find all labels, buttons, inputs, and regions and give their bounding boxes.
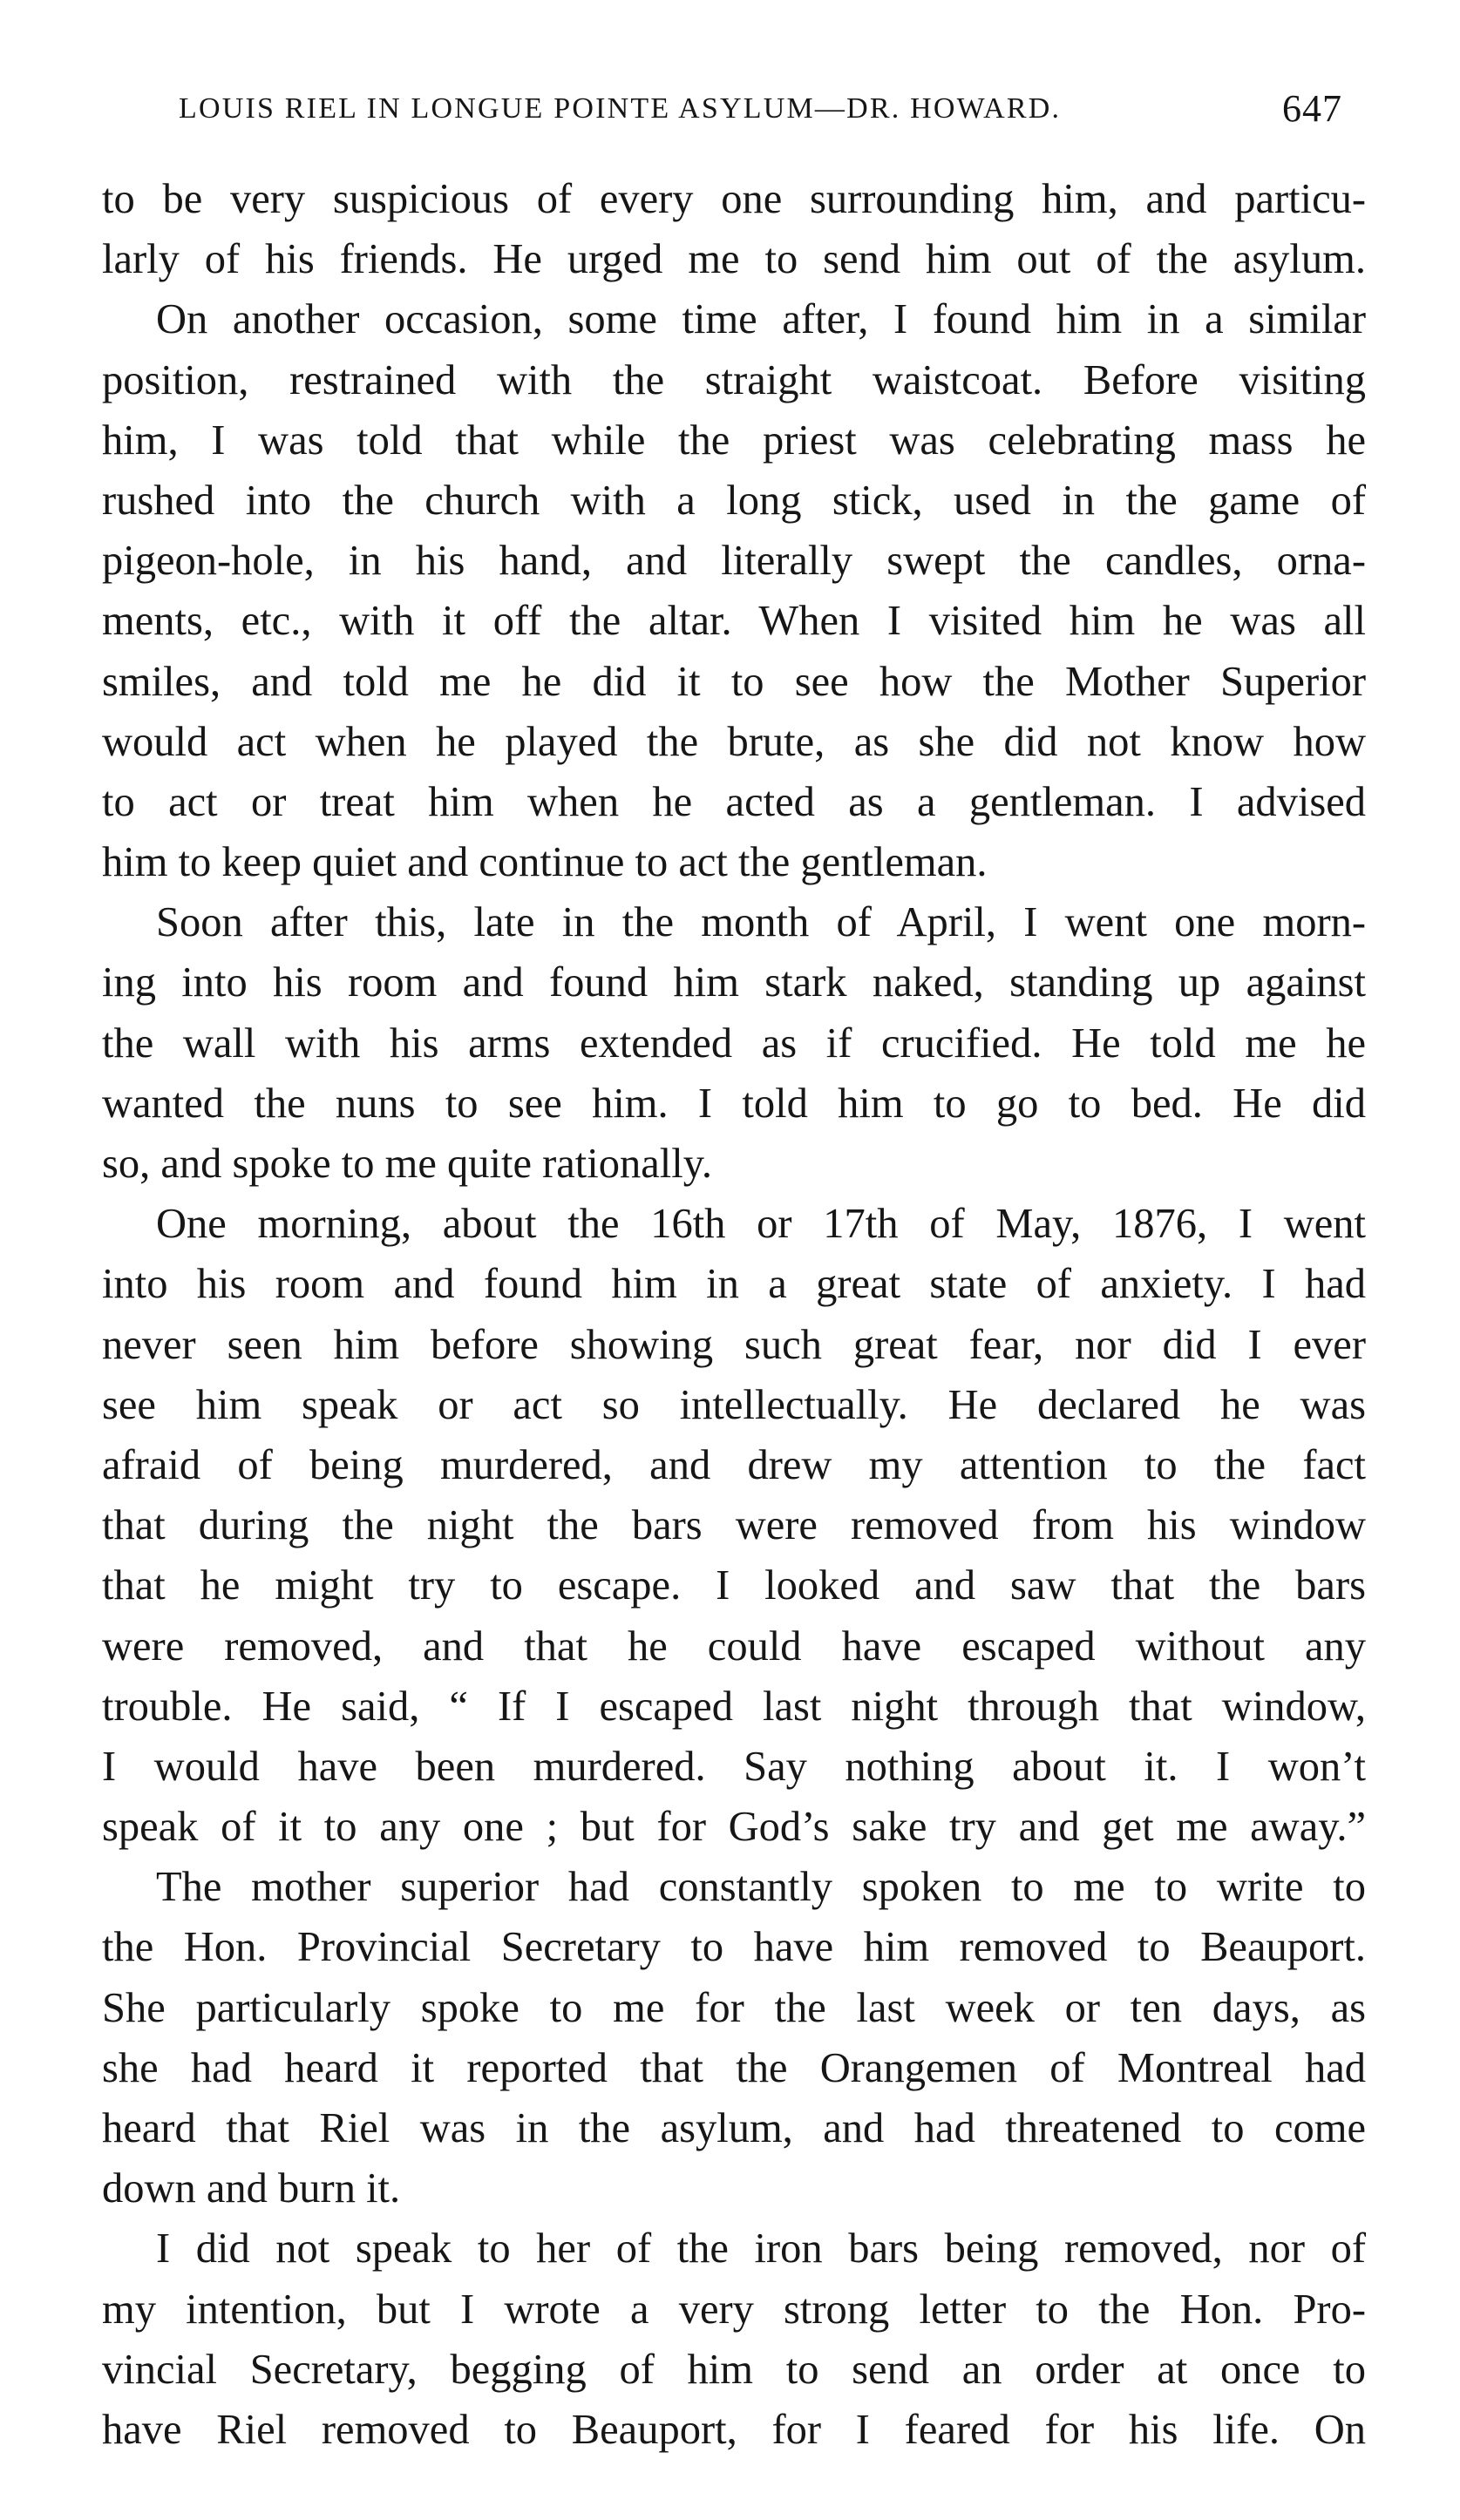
- text-line: pigeon-hole, in his hand, and literally swept the candles, orna-: [102, 538, 1366, 585]
- text-line: speak of it to any one ; but for God’s sake try and get me away.”: [102, 1804, 1366, 1851]
- text-line: trouble. He said, “ If I escaped last night through that window,: [102, 1683, 1366, 1730]
- text-line: ments, etc., with it off the altar. When I visited him he was all: [102, 598, 1366, 645]
- text-line: were removed, and that he could have escaped without any: [102, 1622, 1366, 1670]
- text-line: so, and spoke to me quite rationally.: [102, 1141, 712, 1187]
- text-line: would act when he played the brute, as she did not know how: [102, 718, 1366, 765]
- text-line: into his room and found him in a great state of anxiety. I had: [102, 1261, 1366, 1308]
- text-line: to act or treat him when he acted as a gentleman. I advised: [102, 778, 1366, 825]
- running-title: LOUIS RIEL IN LONGUE POINTE ASYLUM—DR. HOWARD.: [179, 92, 1062, 125]
- text-line: that he might try to escape. I looked and saw that the bars: [102, 1562, 1366, 1609]
- text-line: my intention, but I wrote a very strong letter to the Hon. Pro-: [102, 2286, 1366, 2333]
- body-text: [102, 169, 1366, 2460]
- paragraph: [102, 169, 1366, 289]
- text-line: position, restrained with the straight waistcoat. Before visiting: [102, 356, 1366, 403]
- text-line: She particularly spoke to me for the last week or ten days, as: [102, 1984, 1366, 2031]
- text-line: see him speak or act so intellectually. He declared he was: [102, 1381, 1366, 1428]
- text-line: larly of his friends. He urged me to send him out of the asylum.: [102, 236, 1366, 283]
- running-head: [179, 78, 1342, 139]
- text-line: smiles, and told me he did it to see how the Mother Superior: [102, 658, 1366, 705]
- text-line: that during the night the bars were removed from his window: [102, 1502, 1366, 1549]
- text-line: him to keep quiet and continue to act the gentleman.: [102, 839, 988, 886]
- paragraph: [102, 289, 1366, 892]
- text-line: The mother superior had constantly spoken to me to write to: [156, 1864, 1366, 1911]
- text-line: vincial Secretary, begging of him to send an order at once to: [102, 2346, 1366, 2393]
- text-line: On another occasion, some time after, I found him in a similar: [156, 296, 1366, 343]
- text-line: afraid of being murdered, and drew my attention to the fact: [102, 1441, 1366, 1488]
- paragraph: [102, 892, 1366, 1194]
- text-line: she had heard it reported that the Orangemen of Montreal had: [102, 2044, 1366, 2091]
- text-line: down and burn it.: [102, 2165, 401, 2212]
- text-line: I did not speak to her of the iron bars being removed, nor of: [156, 2225, 1366, 2273]
- page-number: 647: [1282, 87, 1342, 130]
- paragraph: [102, 1857, 1366, 2219]
- text-line: wanted the nuns to see him. I told him to go to bed. He did: [102, 1080, 1366, 1127]
- text-line: I would have been murdered. Say nothing about it. I won’t: [102, 1743, 1366, 1790]
- text-line: never seen him before showing such great fear, nor did I ever: [102, 1321, 1366, 1368]
- text-line: him, I was told that while the priest was celebrating mass he: [102, 417, 1366, 464]
- text-line: have Riel removed to Beauport, for I feared for his life. On: [102, 2406, 1366, 2453]
- paragraph: [102, 2219, 1366, 2460]
- text-line: to be very suspicious of every one surrounding him, and particu-: [102, 176, 1366, 222]
- text-line: ing into his room and found him stark naked, standing up against: [102, 959, 1366, 1006]
- text-line: heard that Riel was in the asylum, and had threatened to come: [102, 2105, 1366, 2151]
- text-line: rushed into the church with a long stick, used in the game of: [102, 477, 1366, 524]
- text-line: the wall with his arms extended as if crucified. He told me he: [102, 1020, 1366, 1067]
- paragraph: [102, 1194, 1366, 1857]
- text-line: the Hon. Provincial Secretary to have him removed to Beauport.: [102, 1924, 1366, 1971]
- text-line: Soon after this, late in the month of April, I went one morn-: [156, 899, 1366, 946]
- text-line: One morning, about the 16th or 17th of May, 1876, I went: [156, 1201, 1366, 1248]
